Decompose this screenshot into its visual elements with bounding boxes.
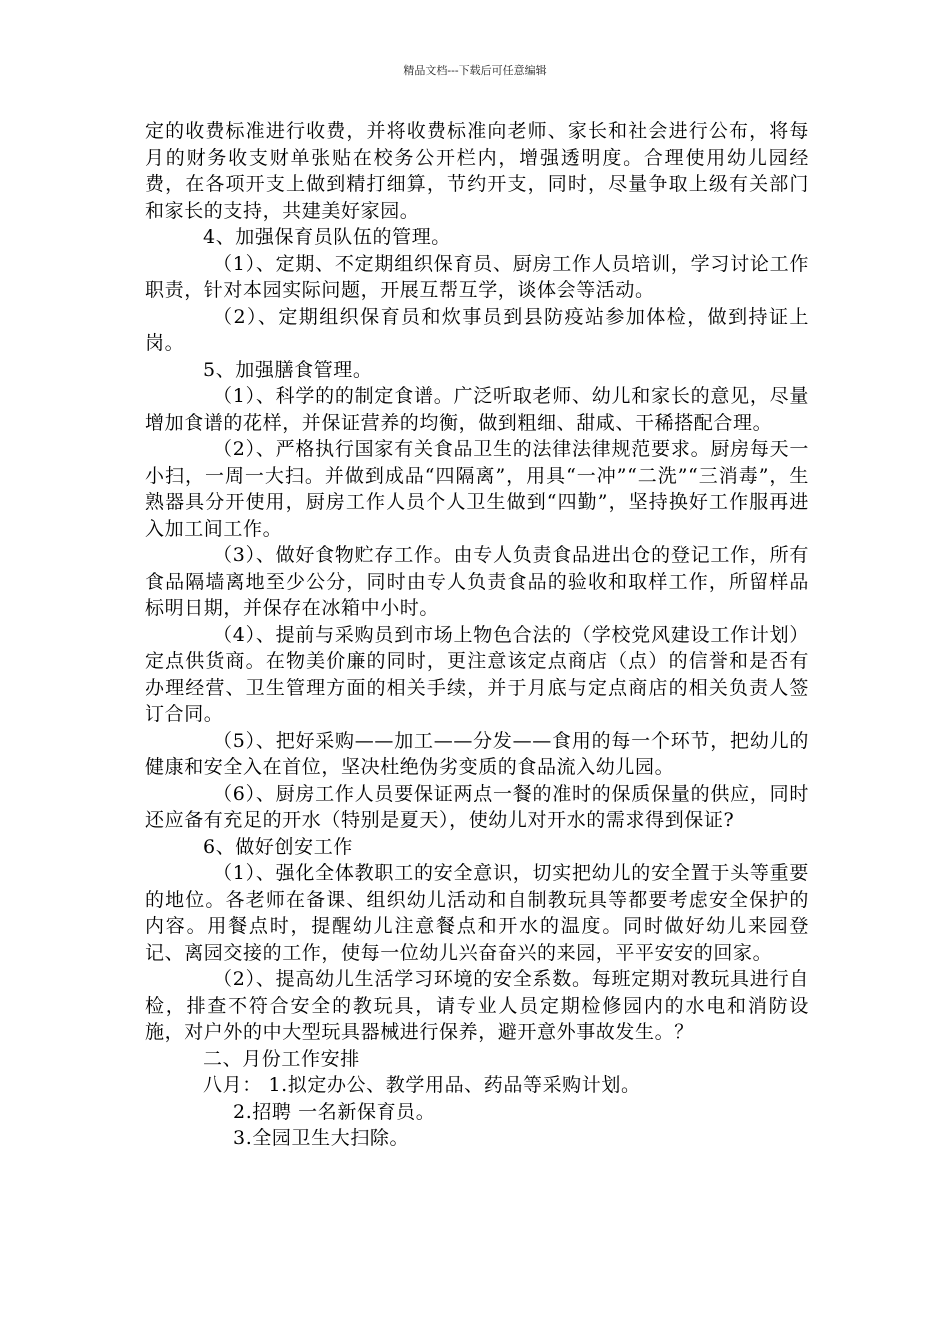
heading-meal-management: 5、加强膳食管理。	[203, 358, 373, 381]
item-supplier: （4）、提前与采购员到市场上物色合法的（学校党风建设工作计划）定点供货商。在物美价廉的同时，更注意该定点商店（点）的信誉和是否有办理经营、卫生管理方面的相关手续，并于月底与定点商店的相关负责人签订合同。	[145, 623, 809, 725]
item-staff-training: （1）、定期、不定期组织保育员、厨房工作人员培训，学习讨论工作职责，针对本园实际问题，开展互帮互学，谈体会等活动。	[145, 252, 809, 301]
heading-staff-management: 4、加强保育员队伍的管理。	[203, 226, 451, 248]
item-procurement: （5）、把好采购——加工——分发——食用的每一个环节，把幼儿的健康和安全入在首位，坚决杜绝伪劣变质的食品流入幼儿园。	[145, 729, 809, 778]
item-food-hygiene: （2）、严格执行国家有关食品卫生的法律法律规范要求。厨房每天一小扫，一周一大扫。并做到成品“四隔离”，用具“一冲”“二洗”“三消毒”，生熟器具分开使用，厨房工作人员个人卫生做到“四勤”，坚持换好工作服再进入加工间工作。	[145, 438, 809, 540]
item-health-check: （2）、定期组织保育员和炊事员到县防疫站参加体检，做到持证上岗。	[145, 305, 809, 354]
page-header: 精品文档---下载后可任意编辑	[403, 64, 547, 77]
item-safety-environment: （2）、提高幼儿生活学习环境的安全系数。每班定期对教玩具进行自检，排查不符合安全的教玩具，请专业人员定期检修园内的水电和消防设施，对户外的中大型玩具器械进行保养，避开意外事故发生。？	[145, 968, 809, 1043]
heading-monthly-plan: 二、月份工作安排	[203, 1047, 360, 1070]
paragraph-fee-standard: 定的收费标准进行收费，并将收费标准向老师、家长和社会进行公布，将每月的财务收支财单张贴在校务公开栏内，增强透明度。合理使用幼儿园经费，在各项开支上做到精打细算，节约开支，同时，尽量争取上级有关部门和家长的支持，共建美好家园。	[145, 120, 809, 222]
document-body	[145, 118, 809, 1152]
item-august-3: 3.全园卫生大扫除。	[233, 1127, 410, 1149]
item-august-2: 2.招聘 一名新保育员。	[233, 1100, 436, 1123]
item-recipe: （1）、科学的的制定食谱。广泛听取老师、幼儿和家长的意见，尽量增加食谱的花样，并保证营养的均衡，做到粗细、甜咸、干稀搭配合理。	[145, 385, 809, 434]
item-kitchen-supply: （6）、厨房工作人员要保证两点一餐的准时的保质保量的供应，同时还应备有充足的开水（特别是夏天），使幼儿对开水的需求得到保证?	[145, 782, 809, 831]
heading-safety: 6、做好创安工作	[203, 835, 353, 858]
item-august-1: 八月： 1.拟定办公、教学用品、药品等采购计划。	[203, 1074, 641, 1096]
item-food-storage: （3）、做好食物贮存工作。由专人负责食品进出仓的登记工作，所有食品隔墙离地至少公分，同时由专人负责食品的验收和取样工作，所留样品标明日期，并保存在冰箱中小时。	[145, 544, 809, 619]
item-safety-awareness: （1）、强化全体教职工的安全意识，切实把幼儿的安全置于头等重要的地位。各老师在备课、组织幼儿活动和自制教玩具等都要考虑安全保护的内容。用餐点时，提醒幼儿注意餐点和开水的温度。同时做好幼儿来园登记、离园交接的工作，使每一位幼儿兴奋奋兴的来园，平平安安的回家。	[145, 862, 809, 964]
